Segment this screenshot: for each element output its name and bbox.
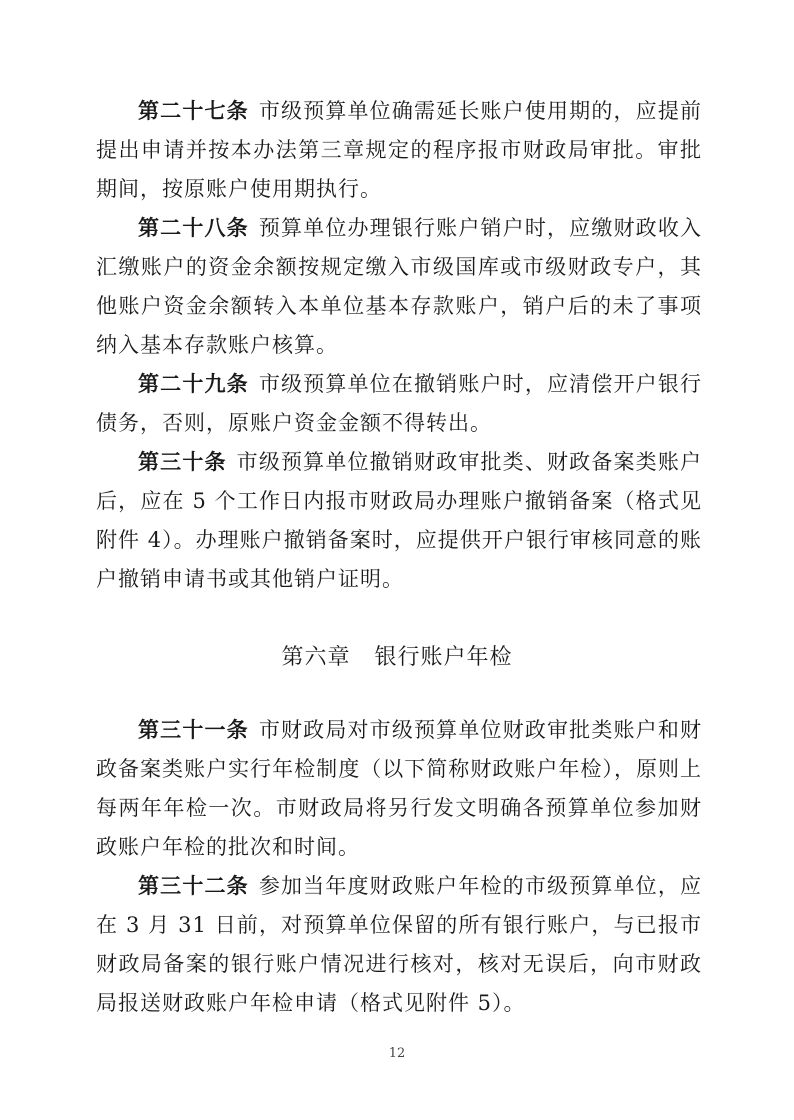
article-31 <box>96 711 702 867</box>
article-label: 第三十一条 <box>138 718 249 742</box>
article-label: 第二十八条 <box>138 216 249 240</box>
article-text: 市级预算单位撤销财政审批类、财政备案类账户后，应在 5 个工作日内报市财政局办理账户撤销备案（格式见附件 4）。办理账户撤销备案时，应提供开户银行审核同意的账户撤销申请书或其他销户证明。 <box>96 450 703 591</box>
chapter-heading <box>0 638 794 678</box>
article-label: 第三十条 <box>138 450 227 474</box>
article-30 <box>96 443 702 599</box>
article-label: 第二十七条 <box>138 99 249 123</box>
article-32 <box>96 867 702 1023</box>
article-text: 预算单位办理银行账户销户时，应缴财政收入汇缴账户的资金余额按规定缴入市级国库或市级财政专户，其他账户资金余额转入本单位基本存款账户，销户后的未了事项纳入基本存款账户核算。 <box>96 216 703 357</box>
article-text: 市级预算单位确需延长账户使用期的，应提前提出申请并按本办法第三章规定的程序报市财政局审批。审批期间，按原账户使用期执行。 <box>96 99 703 201</box>
page-number: 12 <box>388 1046 406 1061</box>
article-29 <box>96 365 702 443</box>
article-28 <box>96 209 702 365</box>
article-text: 市级预算单位在撤销账户时，应清偿开户银行债务，否则，原账户资金金额不得转出。 <box>96 372 703 435</box>
article-label: 第二十九条 <box>138 372 249 396</box>
article-label: 第三十二条 <box>138 874 249 898</box>
article-text: 参加当年度财政账户年检的市级预算单位，应在 3 月 31 日前，对预算单位保留的所有银行账户，与已报市财政局备案的银行账户情况进行核对，核对无误后，向市财政局报送财政账户年检申请（格式见附件 5）。 <box>96 874 703 1015</box>
article-27 <box>96 92 702 209</box>
article-text: 市财政局对市级预算单位财政审批类账户和财政备案类账户实行年检制度（以下简称财政账户年检），原则上每两年年检一次。市财政局将另行发文明确各预算单位参加财政账户年检的批次和时间。 <box>96 718 703 859</box>
chapter-title: 银行账户年检 <box>374 645 513 670</box>
chapter-number: 第六章 <box>281 645 351 670</box>
